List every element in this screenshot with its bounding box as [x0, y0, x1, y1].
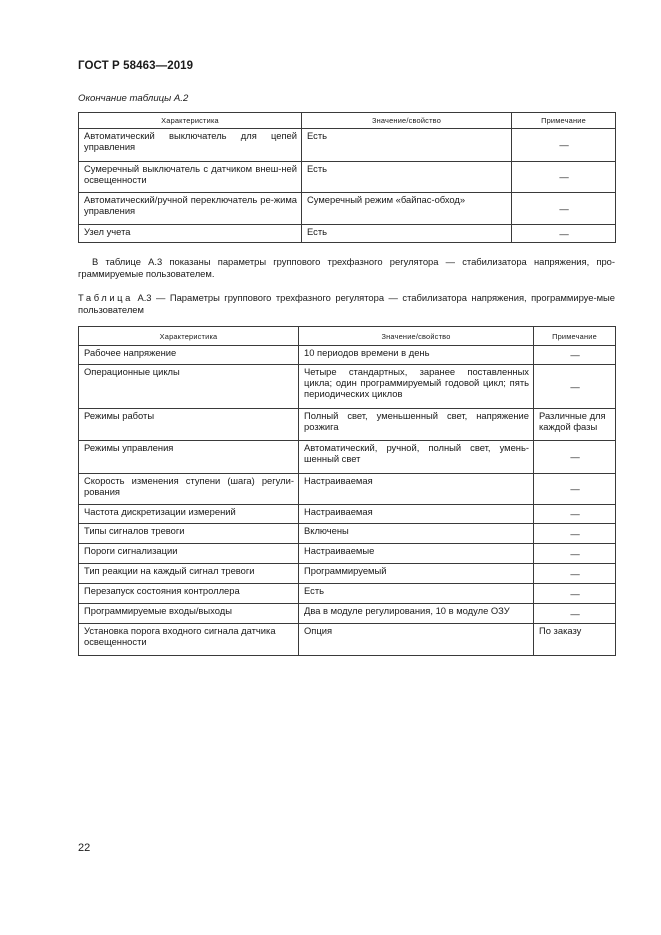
table-a2-caption: Окончание таблицы А.2	[78, 93, 189, 104]
table-row	[79, 584, 616, 604]
table-cell: Узел учета	[79, 225, 302, 243]
column-header: Характеристика	[79, 113, 302, 129]
table-row	[79, 624, 616, 656]
table-cell: —	[534, 365, 616, 409]
table-cell: Режимы управления	[79, 441, 299, 474]
table-row	[79, 346, 616, 365]
table-cell: —	[534, 524, 616, 544]
table-cell: Частота дискретизации измерений	[79, 505, 299, 524]
column-header: Значение/свойство	[302, 113, 512, 129]
table-cell: Установка порога входного сигнала датчика освещенности	[79, 624, 299, 656]
table-caption-text: А.3 — Параметры группового трехфазного регулятора — стабилизатора напряжения, программируе-мые пользователем	[78, 292, 615, 315]
table-cell: Полный свет, уменьшенный свет, напряжение розжига	[299, 409, 534, 441]
table-row	[79, 129, 616, 162]
table-cell: —	[512, 225, 616, 243]
table-cell: Автоматический выключатель для цепей управления	[79, 129, 302, 162]
table-cell: Сумеречный режим «байпас-обход»	[302, 193, 512, 225]
table-cell: —	[534, 604, 616, 624]
table-cell: Программируемый	[299, 564, 534, 584]
table-cell: —	[534, 441, 616, 474]
table-cell: Перезапуск состояния контроллера	[79, 584, 299, 604]
table-cell: Пороги сигнализации	[79, 544, 299, 564]
table-row	[79, 604, 616, 624]
table-cell: —	[512, 162, 616, 193]
page-number: 22	[78, 842, 91, 854]
table-cell: Типы сигналов тревоги	[79, 524, 299, 544]
table-cell: Режимы работы	[79, 409, 299, 441]
table-cell: Сумеречный выключатель с датчиком внеш-ней освещенности	[79, 162, 302, 193]
table-caption-label: Таблица	[78, 292, 133, 303]
table-row	[79, 474, 616, 505]
column-header: Характеристика	[79, 327, 299, 346]
table-cell: Рабочее напряжение	[79, 346, 299, 365]
table-row	[79, 564, 616, 584]
table-cell: Есть	[302, 162, 512, 193]
table-cell: —	[534, 544, 616, 564]
table-cell: —	[534, 346, 616, 365]
table-cell: —	[534, 564, 616, 584]
table-cell: По заказу	[534, 624, 616, 656]
table-cell: —	[534, 505, 616, 524]
table-cell: Скорость изменения ступени (шага) регули-рования	[79, 474, 299, 505]
table-row	[79, 162, 616, 193]
table-cell: Настраиваемая	[299, 505, 534, 524]
table-a3-caption	[78, 292, 615, 316]
table-cell: Автоматический, ручной, полный свет, умень-шенный свет	[299, 441, 534, 474]
table-cell: Два в модуле регулирования, 10 в модуле ОЗУ	[299, 604, 534, 624]
table-cell: —	[512, 129, 616, 162]
table-cell: Настраиваемые	[299, 544, 534, 564]
table-row	[79, 441, 616, 474]
table-row	[79, 193, 616, 225]
table-cell: Включены	[299, 524, 534, 544]
table-row	[79, 544, 616, 564]
table-cell: —	[534, 584, 616, 604]
table-row	[79, 524, 616, 544]
column-header: Примечание	[534, 327, 616, 346]
table-cell: Настраиваемая	[299, 474, 534, 505]
table-row	[79, 225, 616, 243]
table-cell: Есть	[302, 129, 512, 162]
table-cell: Программируемые входы/выходы	[79, 604, 299, 624]
table-header-row	[79, 113, 616, 129]
table-a2	[78, 112, 616, 243]
table-cell: Четыре стандартных, заранее поставленных цикла; один программируемый годовой цикл; пять периодических циклов	[299, 365, 534, 409]
table-cell: —	[512, 193, 616, 225]
table-cell: 10 периодов времени в день	[299, 346, 534, 365]
table-cell: Есть	[302, 225, 512, 243]
table-cell: Автоматический/ручной переключатель ре-жима управления	[79, 193, 302, 225]
body-paragraph: В таблице А.3 показаны параметры группового трехфазного регулятора — стабилизатора напряжения, про-граммируемые пользователем.	[78, 256, 615, 279]
table-cell: —	[534, 474, 616, 505]
standard-header: ГОСТ Р 58463—2019	[78, 60, 194, 72]
table-cell: Опция	[299, 624, 534, 656]
table-header-row	[79, 327, 616, 346]
table-cell: Различные для каждой фазы	[534, 409, 616, 441]
column-header: Значение/свойство	[299, 327, 534, 346]
table-row	[79, 365, 616, 409]
column-header: Примечание	[512, 113, 616, 129]
table-cell: Есть	[299, 584, 534, 604]
table-cell: Тип реакции на каждый сигнал тревоги	[79, 564, 299, 584]
table-cell: Операционные циклы	[79, 365, 299, 409]
table-row	[79, 409, 616, 441]
table-a3	[78, 326, 616, 656]
table-row	[79, 505, 616, 524]
